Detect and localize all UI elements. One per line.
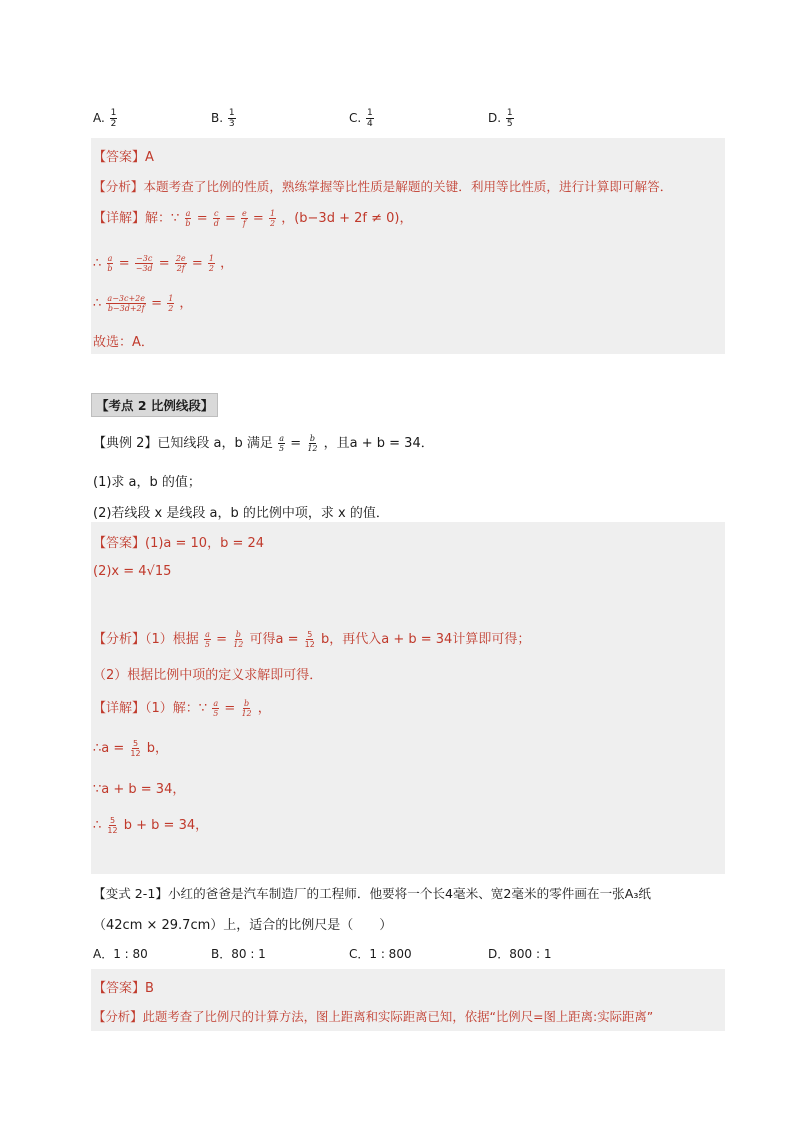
detail-1-line2: ∴ $\frac{a}{b}$ = $\frac{-3c}{-3d}$ = $\frac{2e}{2f}$ = $\frac{1}{2}$ ， [93,254,234,273]
option-a-label: A. [93,111,105,125]
analysis-2-line2: （2）根据比例中项的定义求解即可得． [93,668,323,683]
question-1: (1)求 a，b 的值； [93,475,201,490]
variant-line2: （42cm × 29.7cm）上，适合的比例尺是（ ） [93,918,393,933]
option-c [349,108,375,129]
detail-2-step3: ∴ $\frac{5}{12}$ b + b = 34， [93,816,209,835]
option-c-fraction: $\frac{1}{4}$ [367,108,373,129]
variant-line1: 【变式 2-1】小红的爸爸是汽车制造厂的工程师．他要将一个长4毫米、宽2毫米的零件画在一张A₃纸 [93,886,652,901]
question-2: (2)若线段 x 是线段 a，b 的比例中项，求 x 的值． [93,506,389,521]
answer-1: 【答案】A [93,150,154,165]
variant-option-d: D．800 : 1 [488,947,552,961]
detail-1-line1: 【详解】解：∵ $\frac{a}{b}$ = $\frac{c}{d}$ = $\frac{e}{f}$ = $\frac{1}{2}$ ，(b−3d + 2f ≠ 0)， [93,209,413,228]
option-c-label: C. [349,111,362,125]
option-b-label: B. [211,111,224,125]
analysis-2-line1: 【分析】（1）根据 $\frac{a}{5}$ = $\frac{b}{12}$ 可得a = $\frac{5}{12}$ b，再代入a + b = 34计算即可得； [93,630,531,649]
detail-2-step2: ∵a + b = 34， [93,782,186,797]
option-b-fraction: $\frac{1}{3}$ [228,108,235,129]
option-d [488,108,515,129]
example-2: 【典例 2】已知线段 a，b 满足 $\frac{a}{5}$ = $\frac{b}{12}$ ，且a + b = 34． [93,434,434,453]
section-heading: 【考点 2 比例线段】 [91,393,218,417]
variant-option-b: B．80 : 1 [211,947,266,961]
option-b [211,108,237,129]
detail-1-prefix: 【详解】解：∵ [93,211,180,226]
analysis-1: 【分析】本题考查了比例的性质，熟练掌握等比性质是解题的关键．利用等比性质，进行计算即可解答． [93,179,673,194]
analysis-3: 【分析】此题考查了比例尺的计算方法，图上距离和实际距离已知，依据“比例尺=图上距离:实际距离” [93,1009,654,1024]
answer-3: 【答案】B [93,981,154,996]
conclusion-1: 故选：A． [93,335,154,350]
detail-1-line3: ∴ $\frac{a-3c+2e}{b-3d+2f}$ = $\frac{1}{2}$ ， [93,294,193,313]
detail-2-line1: 【详解】（1）解：∵ $\frac{a}{5}$ = $\frac{b}{12}$ ， [93,699,271,718]
variant-option-a: A．1 : 80 [93,947,148,961]
answer-2-2: (2)x = 4√15 [93,564,172,579]
option-d-label: D. [488,111,502,125]
variant-option-c: C．1 : 800 [349,947,412,961]
detail-2-step1: ∴a = $\frac{5}{12}$ b， [93,739,168,758]
option-d-fraction: $\frac{1}{5}$ [506,108,513,129]
answer-2-1: 【答案】(1)a = 10，b = 24 [93,536,265,551]
solution-block-1 [91,138,725,354]
detail-1-suffix: ，(b−3d + 2f ≠ 0)， [281,211,413,226]
option-a-fraction: $\frac{1}{2}$ [110,108,117,129]
option-a [93,108,118,129]
